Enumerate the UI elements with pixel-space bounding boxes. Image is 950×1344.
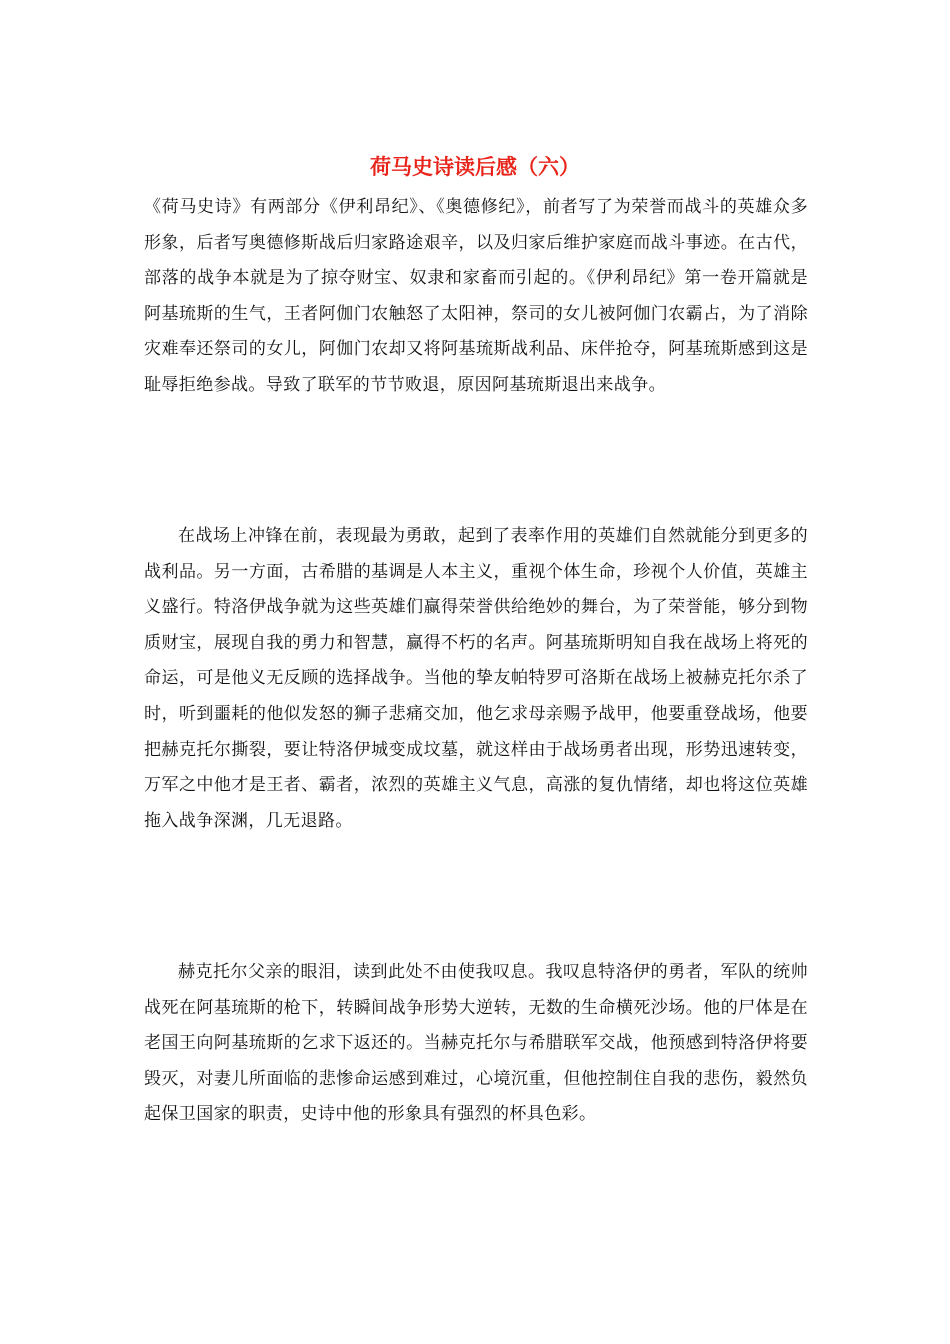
document-title: 荷马史诗读后感（六） <box>370 155 580 179</box>
paragraph-intro: 《荷马史诗》有两部分《伊利昂纪》、《奥德修纪》，前者写了为荣誉而战斗的英雄众多形象，后者写奥德修斯战后归家路途艰辛，以及归家后维护家庭而战斗事迹。在古代，部落的战争本就是为了掠夺财宝、奴隶和家畜而引起的。《伊利昂纪》第一卷开篇就是阿基琉斯的生气，王者阿伽门农触怒了太阳神，祭司的女儿被阿伽门农霸占，为了消除灾难奉还祭司的女儿，阿伽门农却又将阿基琉斯战利品、床伴抢夺，阿基琉斯感到这是耻辱拒绝参战。导致了联军的节节败退，原因阿基琉斯退出来战争。 <box>144 197 808 395</box>
paragraph-hector: 赫克托尔父亲的眼泪，读到此处不由使我叹息。我叹息特洛伊的勇者，军队的统帅战死在阿基琉斯的枪下，转瞬间战争形势大逆转，无数的生命横死沙场。他的尸体是在老国王向阿基琉斯的乞求下返还的。当赫克托尔与希腊联军交战，他预感到特洛伊将要毁灭，对妻儿所面临的悲惨命运感到难过，心境沉重，但他控制住自我的悲伤，毅然负起保卫国家的职责，史诗中他的形象具有强烈的杯具色彩。 <box>144 962 808 1125</box>
paragraph-battlefield: 在战场上冲锋在前，表现最为勇敢，起到了表率作用的英雄们自然就能分到更多的战利品。另一方面，古希腊的基调是人本主义，重视个体生命，珍视个人价值，英雄主义盛行。特洛伊战争就为这些英雄们赢得荣誉供给绝妙的舞台，为了荣誉能，够分到物质财宝，展现自我的勇力和智慧，赢得不朽的名声。阿基琉斯明知自我在战场上将死的命运，可是他义无反顾的选择战争。当他的挚友帕特罗可洛斯在战场上被赫克托尔杀了时，听到噩耗的他似发怒的狮子悲痛交加，他乞求母亲赐予战甲，他要重登战场，他要把赫克托尔撕裂，要让特洛伊城变成坟墓，就这样由于战场勇者出现，形势迅速转变，万军之中他才是王者、霸者，浓烈的英雄主义气息，高涨的复仇情绪，却也将这位英雄拖入战争深渊，几无退路。 <box>144 526 808 831</box>
